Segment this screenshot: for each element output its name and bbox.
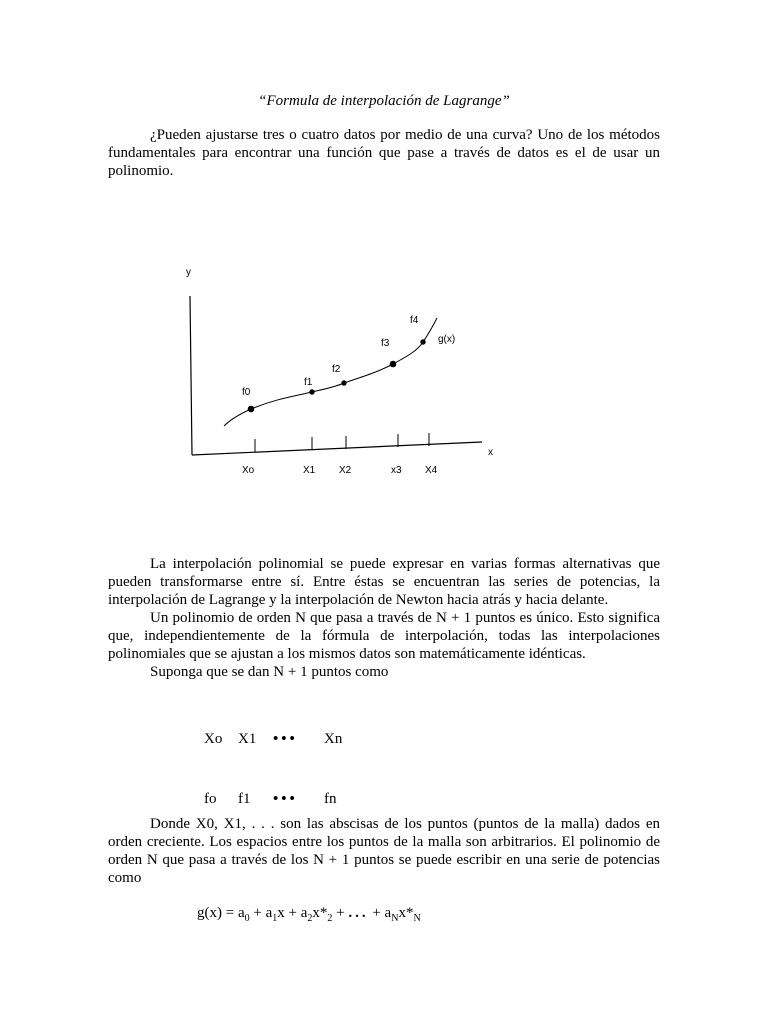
formula-plus: + xyxy=(332,905,349,921)
x-axis-label: x xyxy=(488,447,493,458)
formula-a1-sub: 1 xyxy=(272,913,278,924)
formula-plus-a1: + a xyxy=(249,905,273,921)
x-tick-label-2: X2 xyxy=(339,465,352,476)
interpolating-curve xyxy=(224,318,437,426)
suppose-text: Suponga que se dan N + 1 puntos como xyxy=(150,664,389,680)
forms-text: La interpolación polinomial se puede expresar en varias formas alternativas que pueden transformarse entre sí. Entre éstas se encuentran las series de potencias, la interpolación de Lagrange y la interpolación de Newton hacia atrás y hacia delante. xyxy=(108,556,660,608)
seq-x1: X1 xyxy=(238,731,257,747)
formula-x-star-end: x* xyxy=(398,905,414,921)
formula-aN-sub: N xyxy=(391,913,399,924)
x-axis xyxy=(192,442,482,455)
x-tick-label-1: X1 xyxy=(303,465,316,476)
where-paragraph xyxy=(108,815,660,887)
y-axis-label: y xyxy=(186,267,191,278)
point-label-1: f1 xyxy=(304,377,313,388)
suppose-paragraph xyxy=(108,663,660,681)
x-tick-label-3: x3 xyxy=(391,465,402,476)
formula-lhs: g(x) = a xyxy=(197,905,245,921)
y-axis xyxy=(190,296,192,455)
unique-paragraph xyxy=(108,609,660,663)
seq-fn: fn xyxy=(324,791,337,807)
document-title: “Formula de interpolación de Lagrange” xyxy=(258,93,510,109)
seq-f1: f1 xyxy=(238,791,251,807)
formula-a0-sub: 0 xyxy=(244,913,250,924)
seq-xn: Xn xyxy=(324,731,343,747)
point-label-4: f4 xyxy=(410,315,419,326)
formula-x-plus-a2: x + a xyxy=(277,905,308,921)
forms-paragraph xyxy=(108,555,660,609)
interpolation-figure xyxy=(170,258,510,488)
x-tick-label-4: X4 xyxy=(425,465,438,476)
seq-x0: Xo xyxy=(204,731,223,747)
formula-x-star: x* xyxy=(312,905,328,921)
formula-pow-2: 2 xyxy=(327,913,333,924)
data-point-0 xyxy=(248,406,255,413)
data-point-4 xyxy=(420,339,425,344)
where-text: Donde X0, X1, . . . son las abscisas de los puntos (puntos de la malla) dados en orden creciente. Los espacios entre los puntos de la malla son arbitrarios. El polinomio de orden N que pasa a través de los N + 1 puntos se puede escribir en una serie de potencias como xyxy=(108,816,660,886)
power-series-formula xyxy=(197,905,421,924)
data-point-3 xyxy=(390,361,397,368)
point-label-0: f0 xyxy=(242,387,251,398)
data-point-2 xyxy=(341,380,346,385)
seq-f-ellipsis: ••• xyxy=(273,791,298,807)
x-tick-label-0: Xo xyxy=(242,465,255,476)
point-label-3: f3 xyxy=(381,338,390,349)
seq-x-ellipsis: ••• xyxy=(273,731,298,747)
unique-text: Un polinomio de orden N que pasa a través de N + 1 puntos es único. Esto significa que, independientemente de la fórmula de interpolación, todas las interpolaciones polinomiales que se ajustan a los mismos datos son matemáticamente idénticas. xyxy=(108,610,660,662)
point-label-2: f2 xyxy=(332,364,341,375)
data-point-1 xyxy=(309,389,314,394)
formula-a2-sub: 2 xyxy=(307,913,313,924)
formula-ellipsis: ... xyxy=(348,905,369,921)
intro-text: ¿Pueden ajustarse tres o cuatro datos por medio de una curva? Uno de los métodos fundamentales para encontrar una función que pase a través de datos es el de usar un polinomio. xyxy=(108,127,660,179)
formula-plus-aN: + a xyxy=(368,905,392,921)
seq-f0: fo xyxy=(204,791,217,807)
intro-paragraph xyxy=(108,126,660,180)
formula-pow-N: N xyxy=(413,913,421,924)
curve-label: g(x) xyxy=(438,334,456,345)
